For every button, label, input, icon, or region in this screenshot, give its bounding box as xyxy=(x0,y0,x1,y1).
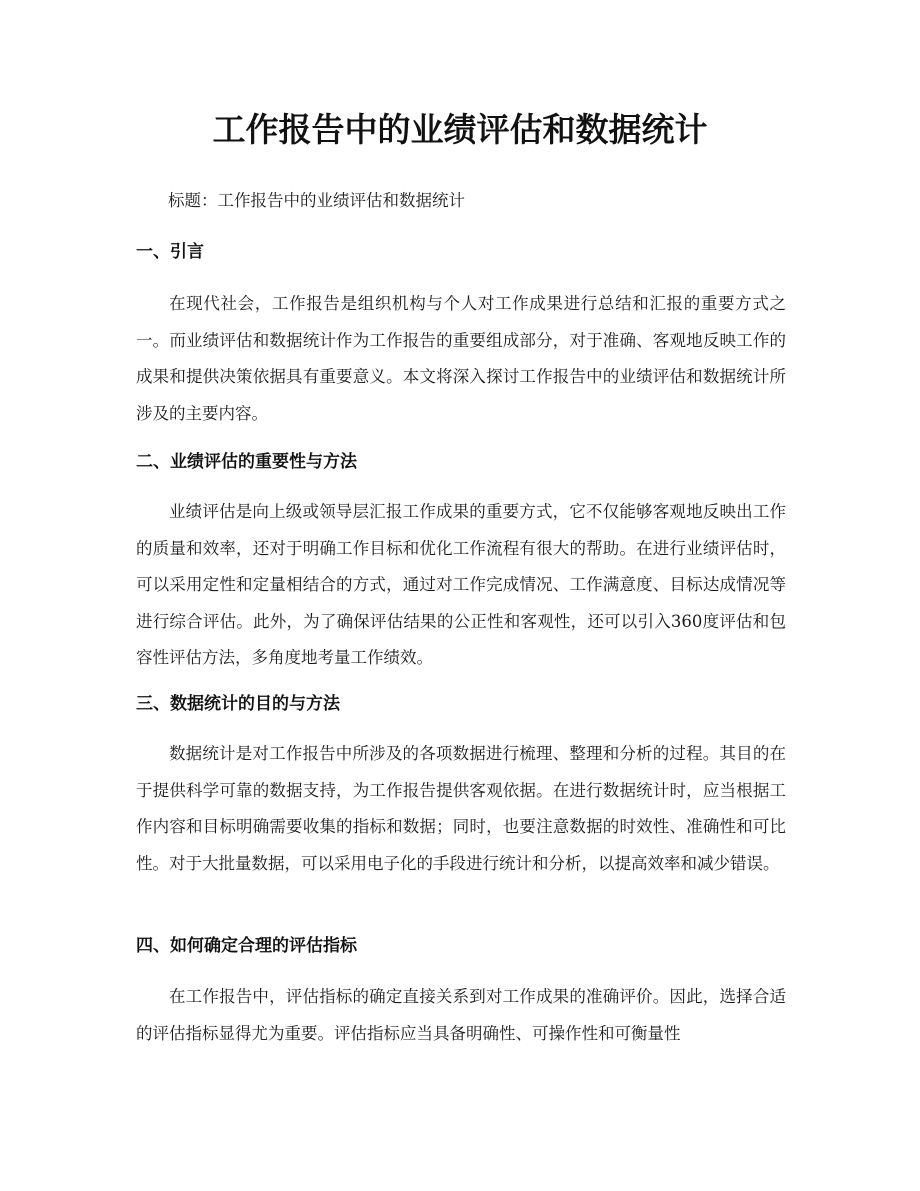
document-title: 工作报告中的业绩评估和数据统计 xyxy=(212,110,708,149)
section-paragraph-intro: 在现代社会，工作报告是组织机构与个人对工作成果进行总结和汇报的重要方式之一。而业绩评估和数据统计作为工作报告的重要组成部分，对于准确、客观地反映工作的成果和提供决策依据具有重要意义。本文将深入探讨工作报告中的业绩评估和数据统计所涉及的主要内容。 xyxy=(136,294,786,423)
section-heading-statistics: 三、数据统计的目的与方法 xyxy=(136,694,340,714)
section-paragraph-statistics: 数据统计是对工作报告中所涉及的各项数据进行梳理、整理和分析的过程。其目的在于提供科学可靠的数据支持，为工作报告提供客观依据。在进行数据统计时，应当根据工作内容和目标明确需要收集的指标和数据；同时，也要注意数据的时效性、准确性和可比性。对于大批量数据，可以采用电子化的手段进行统计和分析，以提高效率和减少错误。 xyxy=(136,744,786,873)
document-subtitle: 标题：工作报告中的业绩评估和数据统计 xyxy=(168,191,465,210)
section-heading-intro: 一、引言 xyxy=(136,242,204,262)
section-heading-performance: 二、业绩评估的重要性与方法 xyxy=(136,452,357,472)
section-heading-indicators: 四、如何确定合理的评估指标 xyxy=(136,936,357,956)
section-paragraph-indicators: 在工作报告中，评估指标的确定直接关系到对工作成果的准确评价。因此，选择合适的评估指标显得尤为重要。评估指标应当具备明确性、可操作性和可衡量性 xyxy=(136,987,786,1043)
section-paragraph-performance: 业绩评估是向上级或领导层汇报工作成果的重要方式，它不仅能够客观地反映出工作的质量和效率，还对于明确工作目标和优化工作流程有很大的帮助。在进行业绩评估时，可以采用定性和定量相结合的方式，通过对工作完成情况、工作满意度、目标达成情况等进行综合评估。此外，为了确保评估结果的公正性和客观性，还可以引入360度评估和包容性评估方法，多角度地考量工作绩效。 xyxy=(136,502,786,667)
